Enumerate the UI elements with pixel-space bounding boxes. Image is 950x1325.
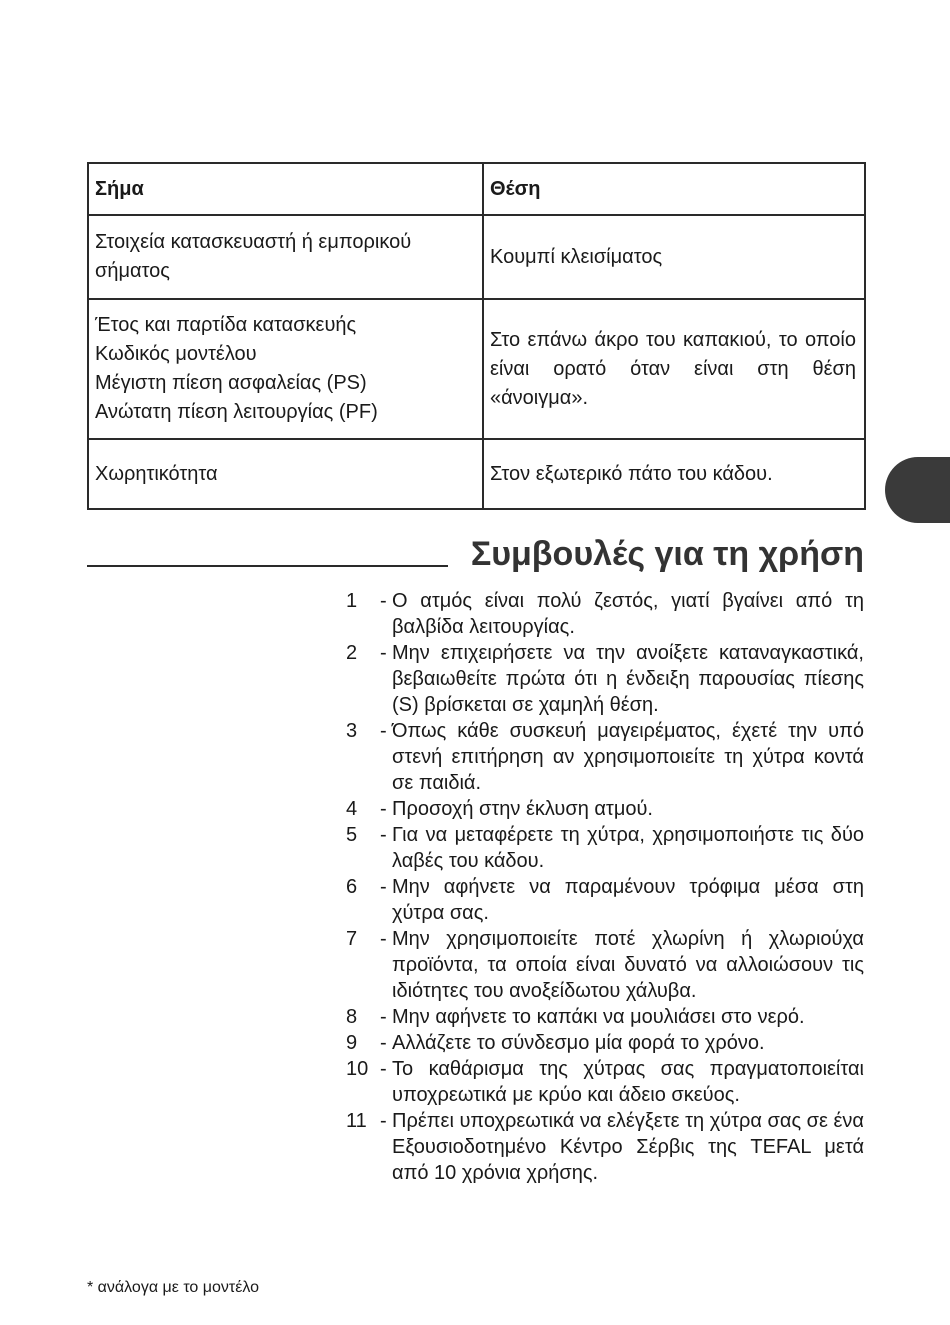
- item-number: 11: [346, 1110, 367, 1132]
- sign-cell: [88, 439, 483, 509]
- item-text: Πρέπει υποχρεωτικά να ελέγξετε τη χύτρα σας σε ένα Εξουσιοδοτημένο Κέντρο Σέρβις της TEFAL μετά από 10 χρόνια χρήσης.: [392, 1110, 864, 1184]
- list-item: [346, 926, 864, 1004]
- item-number: 1: [346, 590, 358, 612]
- sign-text: Μέγιστη πίεση ασφαλείας (PS): [95, 372, 367, 394]
- sign-cell: [88, 215, 483, 299]
- item-dash: -: [380, 1032, 387, 1054]
- item-number: 5: [346, 824, 358, 846]
- sign-text: Χωρητικότητα: [95, 462, 218, 485]
- table-row: [88, 215, 865, 299]
- table-row: [88, 439, 865, 509]
- sign-text: Στοιχεία κατασκευαστή ή εμπορικού σήματος: [95, 231, 412, 282]
- item-dash: -: [380, 1058, 387, 1080]
- item-dash: -: [380, 1110, 387, 1132]
- heading-rule: [87, 565, 448, 567]
- item-text: Μην αφήνετε το καπάκι να μουλιάσει στο νερό.: [392, 1006, 805, 1028]
- item-number: 8: [346, 1006, 358, 1028]
- item-text: Μην χρησιμοποιείτε ποτέ χλωρίνη ή χλωριούχα προϊόντα, τα οποία είναι δυνατό να αλλοιώσουν τις ιδιότητες του ανοξείδωτου χάλυβα.: [392, 928, 864, 1002]
- usage-tips-list: [346, 588, 864, 1186]
- markings-table: [87, 162, 866, 510]
- item-number: 3: [346, 720, 358, 742]
- footnote: * ανάλογα με το μοντέλο: [87, 1279, 259, 1296]
- item-number: 2: [346, 642, 358, 664]
- position-cell: Στον εξωτερικό πάτο του κάδου.: [483, 439, 865, 509]
- list-item: [346, 718, 864, 796]
- list-item: [346, 822, 864, 874]
- table-header-row: [88, 163, 865, 215]
- item-text: Όπως κάθε συσκευή μαγειρέματος, έχετέ την υπό στενή επιτήρηση αν χρησιμοποιείτε τη χύτρα κοντά σε παιδιά.: [392, 720, 864, 794]
- list-item: [346, 640, 864, 718]
- position-cell: Κουμπί κλεισίματος: [483, 215, 865, 299]
- item-dash: -: [380, 1006, 387, 1028]
- item-number: 10: [346, 1058, 369, 1080]
- item-text: Προσοχή στην έκλυση ατμού.: [392, 798, 653, 820]
- list-item: [346, 1004, 864, 1030]
- header-sign: Σήμα: [88, 163, 483, 215]
- sign-cell: [88, 299, 483, 439]
- list-item: [346, 588, 864, 640]
- list-item: [346, 1030, 864, 1056]
- section-tab-marker: [885, 457, 950, 523]
- item-number: 7: [346, 928, 358, 950]
- section-heading: Συμβουλές για τη χρήση: [470, 535, 864, 573]
- item-dash: -: [380, 798, 387, 820]
- item-text: Ο ατμός είναι πολύ ζεστός, γιατί βγαίνει από τη βαλβίδα λειτουργίας.: [392, 590, 864, 638]
- item-dash: -: [380, 824, 387, 846]
- item-text: Για να μεταφέρετε τη χύτρα, χρησιμοποιήστε τις δύο λαβές του κάδου.: [392, 824, 864, 872]
- sign-text: Ανώτατη πίεση λειτουργίας (PF): [95, 401, 378, 423]
- item-text: Αλλάζετε το σύνδεσμο μία φορά το χρόνο.: [392, 1032, 765, 1054]
- item-text: Μην επιχειρήσετε να την ανοίξετε καταναγκαστικά, βεβαιωθείτε πρώτα ότι η ένδειξη παρουσίας πίεσης (S) βρίσκεται σε χαμηλή θέση.: [392, 642, 864, 716]
- list-item: [346, 1056, 864, 1108]
- list-item: [346, 1108, 864, 1186]
- item-dash: -: [380, 876, 387, 898]
- position-cell: Στο επάνω άκρο του καπακιού, το οποίο είναι ορατό όταν είναι στη θέση «άνοιγμα».: [483, 299, 865, 439]
- item-dash: -: [380, 590, 387, 612]
- item-text: Μην αφήνετε να παραμένουν τρόφιμα μέσα στη χύτρα σας.: [392, 876, 864, 924]
- sign-text: Έτος και παρτίδα κατασκευής: [95, 314, 357, 336]
- item-dash: -: [380, 642, 387, 664]
- list-item: [346, 874, 864, 926]
- item-text: Το καθάρισμα της χύτρας σας πραγματοποιείται υποχρεωτικά με κρύο και άδειο σκεύος.: [392, 1058, 864, 1106]
- item-dash: -: [380, 928, 387, 950]
- item-dash: -: [380, 720, 387, 742]
- table-row: [88, 299, 865, 439]
- item-number: 4: [346, 798, 358, 820]
- item-number: 9: [346, 1032, 358, 1054]
- list-item: [346, 796, 864, 822]
- sign-text: Κωδικός μοντέλου: [95, 343, 257, 365]
- header-position: Θέση: [483, 163, 865, 215]
- item-number: 6: [346, 876, 358, 898]
